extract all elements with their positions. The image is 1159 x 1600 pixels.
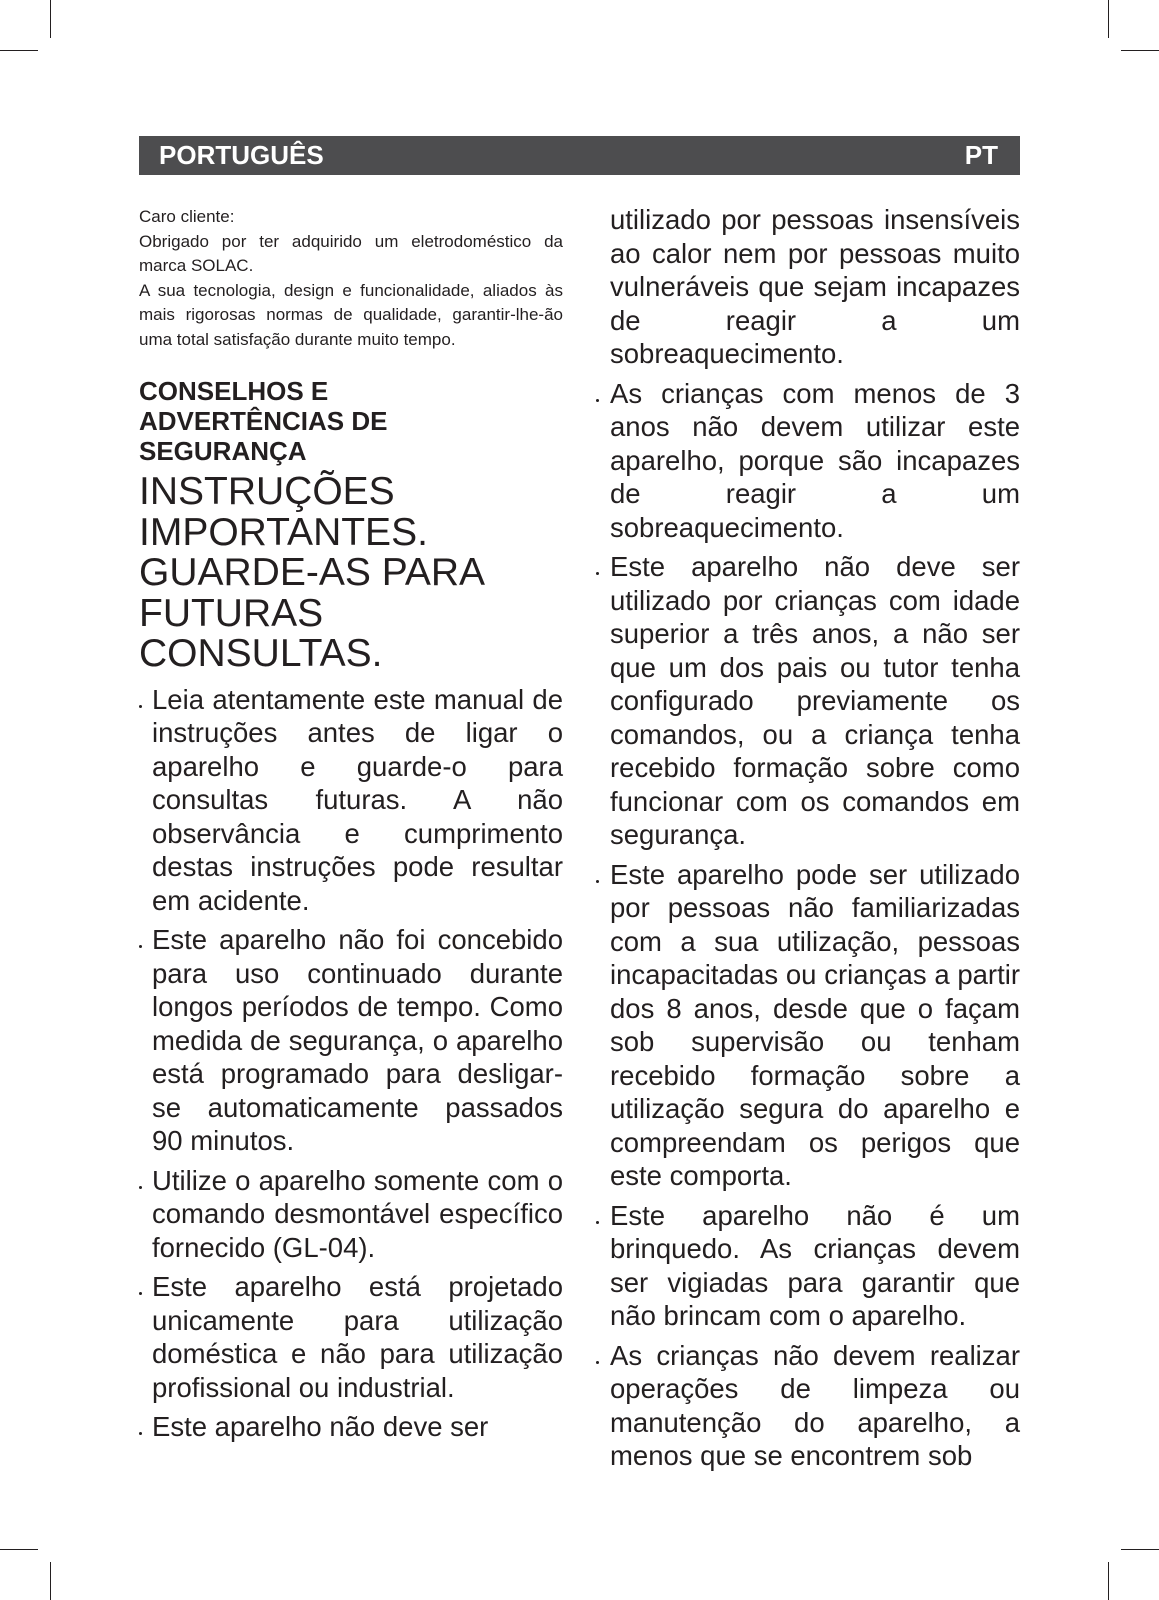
list-item (596, 377, 1020, 545)
intro-quality: A sua tecnologia, design e funcionalidade, aliados às mais rigorosas normas de qualidade, garantir-lhe-ão uma total satisfação durante muito tempo. (139, 280, 563, 349)
safety-list-right (596, 377, 1020, 1473)
important-title-text: INSTRUÇÕES IMPORTANTES. GUARDE-AS PARA FUTURAS CONSULTAS. (139, 470, 483, 675)
bullet-icon (596, 572, 599, 575)
list-item (596, 858, 1020, 1193)
bullet-icon (139, 705, 142, 708)
crop-mark (0, 50, 38, 51)
list-item (139, 923, 563, 1158)
continued-text: utilizado por pessoas insensíveis ao calor nem por pessoas muito vulneráveis que sejam incapazes de reagir a um sobreaquecimento. (610, 204, 1020, 369)
language-header-bar (139, 136, 1020, 175)
list-item-text: Utilize o aparelho somente com o comando desmontável específico fornecido (GL-04). (152, 1164, 563, 1263)
crop-mark (1108, 1562, 1109, 1600)
list-item-text: Este aparelho não é um brinquedo. As crianças devem ser vigiadas para garantir que não brincam com o aparelho. (610, 1199, 1020, 1331)
list-item-text: Este aparelho pode ser utilizado por pessoas não familiarizadas com a sua utilização, pessoas incapacitadas ou crianças a partir dos 8 anos, desde que o façam sob supervisão ou tenham recebido formação sobre a utilização segura do aparelho e compreendam os perigos que este comporta. (610, 858, 1020, 1191)
section-heading (139, 376, 563, 466)
bullet-icon (139, 1186, 142, 1189)
list-item-text: Este aparelho não deve ser (152, 1411, 489, 1442)
section-heading-text: CONSELHOS E ADVERTÊNCIAS DE SEGURANÇA (139, 376, 388, 466)
safety-list-left (139, 683, 563, 1444)
right-column (596, 203, 1020, 1479)
language-code: PT (964, 140, 998, 170)
left-column (139, 205, 563, 1450)
list-item-text: Este aparelho não deve ser utilizado por crianças com idade superior a três anos, a não ser que um dos pais ou tutor tenha configurado previamente os comandos, ou a criança tenha recebido formação sobre como funcionar com os comandos em segurança. (610, 551, 1020, 850)
list-item (139, 1270, 563, 1404)
intro-text (139, 205, 563, 352)
bullet-icon (139, 1432, 142, 1435)
crop-mark (0, 1549, 38, 1550)
list-item (596, 1199, 1020, 1333)
crop-mark (1108, 0, 1109, 38)
list-item-text: Este aparelho está projetado unicamente para utilização doméstica e não para utilização profissional ou industrial. (152, 1271, 563, 1403)
list-item (139, 1164, 563, 1265)
list-item (596, 550, 1020, 852)
crop-mark (50, 0, 51, 38)
bullet-icon (139, 1292, 142, 1295)
list-item-text: As crianças não devem realizar operações de limpeza ou manutenção do aparelho, a menos que se encontrem sob (610, 1339, 1020, 1471)
language-title: PORTUGUÊS (159, 140, 324, 170)
bullet-icon (596, 880, 599, 883)
crop-mark (1121, 50, 1159, 51)
crop-mark (50, 1562, 51, 1600)
bullet-icon (139, 945, 142, 948)
list-item-text: Este aparelho não foi concebido para uso continuado durante longos períodos de tempo. Como medida de segurança, o aparelho está programado para desligar-se automaticamente passados 90 minutos. (152, 924, 563, 1156)
bullet-icon (596, 1361, 599, 1364)
intro-thanks: Obrigado por ter adquirido um eletrodoméstico da marca SOLAC. (139, 231, 563, 275)
list-item (596, 1339, 1020, 1473)
bullet-icon (596, 399, 599, 402)
intro-greeting: Caro cliente: (139, 207, 235, 226)
list-item (139, 1410, 563, 1444)
list-item-text: As crianças com menos de 3 anos não devem utilizar este aparelho, porque são incapazes de reagir a um sobreaquecimento. (610, 377, 1020, 543)
list-item-text: Leia atentamente este manual de instruções antes de ligar o aparelho e guarde-o para consultas futuras. A não observância e cumprimento destas instruções pode resultar em acidente. (152, 683, 563, 916)
bullet-icon (596, 1221, 599, 1224)
list-item (139, 683, 563, 918)
crop-mark (1121, 1549, 1159, 1550)
important-instructions-title (139, 472, 563, 675)
